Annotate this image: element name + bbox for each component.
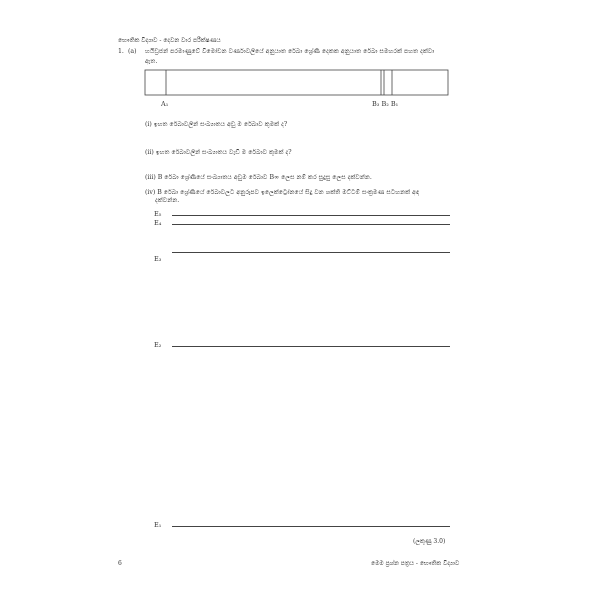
spectrum-box bbox=[145, 70, 448, 95]
energy-level-line-e2 bbox=[172, 346, 450, 347]
footer-text: මෙම ප්‍රශ්න පත්‍රය - භෞතික විද්‍යාව bbox=[371, 560, 460, 567]
question-intro-line2: ඇත. bbox=[145, 58, 158, 65]
sub-question-iv-line1: (iv) B රේඛා ශ්‍රේණියේ රේඛාවලට අනුරූපව ඉලෙක්ට්‍රෝනයේ සිදු වන ශක්ති මට්ටම් සංක්‍රමණ සටහනක් අඳ bbox=[145, 189, 420, 196]
energy-level-label-e5: E₅ bbox=[154, 210, 162, 218]
energy-level-line-e3 bbox=[172, 252, 450, 253]
question-intro-line1: හයිඩ්‍රජන් පරමාණුවේ විමෝචන වර්ණාවලියේ අනුයාත රේඛා ශ්‍රේණි දෙකක අනුයාත රේඛා සමහරක් පහත දක්වා bbox=[145, 48, 435, 55]
question-number: 1. bbox=[118, 48, 124, 55]
energy-level-line-e1 bbox=[172, 526, 450, 527]
energy-level-label-e1: E₁ bbox=[154, 521, 162, 529]
page-number: 6 bbox=[118, 560, 122, 567]
sub-question-iii: (iii) B රේඛා ශ්‍රේණියේ සංඛ්‍යාතය අඩුම රේඛාව B∞ ලෙස නම් කර සුදුසු ලෙස දක්වන්න. bbox=[145, 174, 372, 181]
sub-question-ii: (ii) ඉහත රේඛාවලින් සංඛ්‍යාතය වැඩි ම රේඛාව කුමක් ද? bbox=[145, 149, 292, 156]
spectrum-label-b: B₃ B₂ B₁ bbox=[372, 100, 399, 108]
question-part: (a) bbox=[128, 48, 137, 55]
page-header: භෞතික විද්‍යාව - දෙවන වාර පරීක්ෂණය bbox=[118, 37, 221, 44]
energy-level-line-e5 bbox=[172, 215, 450, 216]
sub-question-i: (i) ඉහත රේඛාවලින් සංඛ්‍යාතය අඩු ම රේඛාව කුමක් ද? bbox=[145, 121, 288, 128]
spectrum-label-a1: A₁ bbox=[161, 100, 169, 108]
marks-label: (ලකුණු 3.0) bbox=[413, 538, 446, 545]
sub-question-iv-line2: දක්වන්න. bbox=[155, 197, 180, 204]
energy-level-label-e2: E₂ bbox=[154, 341, 162, 349]
energy-level-label-e3: E₃ bbox=[154, 255, 162, 263]
energy-level-line-e4 bbox=[172, 224, 450, 225]
energy-level-label-e4: E₄ bbox=[154, 219, 162, 227]
